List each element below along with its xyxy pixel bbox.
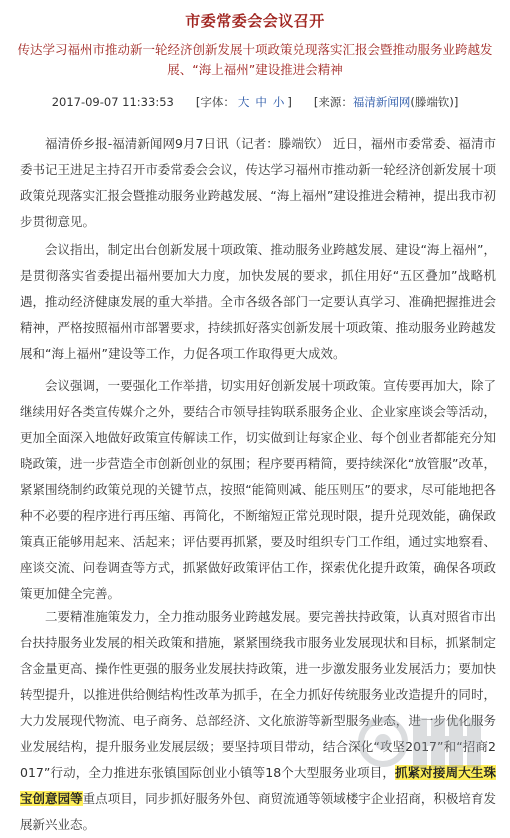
article-subtitle: 传达学习福州市推动新一轮经济创新发展十项政策兑现落实汇报会暨推动服务业跨越发展、“海上福州”建设推进会精神: [17, 42, 493, 77]
paragraph-2: 会议指出，制定出台创新发展十项政策、推动服务业跨越发展、建设“海上福州”，是贯彻落实省委提出福州要加大力度，加快发展的要求，抓住用好“五区叠加”战略机遇，推动经济健康发展的重大举措。全市各级各部门一定要认真学习、准确把握推进会精神，严格按照福州市部署要求，持续抓好落实创新发展十项政策、推动服务业跨越发展和“海上福州”建设等工作，力促各项工作取得更大成效。: [20, 242, 496, 361]
paragraph-4-text-b: 重点项目，同步抓好服务外包、商贸流通等领域楼宇企业招商，积极培育发展新兴业态。: [20, 791, 496, 832]
author-name: (滕端钦): [410, 95, 454, 109]
highlighted-text: 抓紧对接周大生珠宝创意园等: [20, 765, 496, 806]
font-size-close: ]: [287, 95, 292, 109]
font-size-large-link[interactable]: 大: [237, 95, 250, 109]
font-size-medium-link[interactable]: 中: [255, 95, 267, 109]
source-close: ]: [453, 95, 459, 109]
font-size-small-link[interactable]: 小: [272, 95, 285, 109]
paragraph-3: 会议强调，一要强化工作举措，切实用好创新发展十项政策。宣传要再加大，除了继续用好各类宣传媒介之外，要结合市领导挂钩联系服务企业、企业家座谈会等活动，更加全面深入地做好政策宣传解读工作，切实做到让每家企业、每个创业者都能充分知晓政策，进一步营造全市创新创业的氛围；程序要再精简，要持续深化“放管服”改革，紧紧围绕制约政策兑现的关键节点，按照“能简则减、能压则压”的要求，尽可能地把各种不必要的程序进行再压缩、再简化，不断缩短正常兑现时限，提升兑现效能，确保政策真正能够用起来、活起来；评估要再抓紧，要及时组织专门工作组，通过实地察看、座谈交流、问卷调查等方式，抓紧做好政策评估工作，探索优化提升政策，确保各项政策更加健全完善。: [20, 378, 496, 601]
font-size-label: [字体：: [195, 95, 235, 109]
paragraph-4: [20, 604, 496, 838]
article-meta: [0, 94, 510, 110]
article-title: 市委常委会会议召开: [185, 12, 325, 30]
source-label: [来源：: [313, 95, 353, 109]
paragraph-1: 福清侨乡报-福清新闻网9月7日讯（记者：滕端钦） 近日，福州市委常委、福清市委书记王进足主持召开市委常委会会议，传达学习福州市推动新一轮经济创新发展十项政策兑现落实汇报会暨推动服务业跨越发展、“海上福州”建设推进会精神，提出我市初步贯彻意见。: [20, 136, 496, 229]
source-link[interactable]: 福清新闻网: [352, 95, 411, 109]
publish-datetime: 2017-09-07 11:33:53: [51, 95, 174, 109]
paragraph-4-text-a: 二要精准施策发力，全力推动服务业跨越发展。要完善扶持政策，认真对照省市出台扶持服务业发展的相关政策和措施，紧紧围绕我市服务业发展现状和目标，抓紧制定含金量更高、操作性更强的服务业发展扶持政策，进一步激发服务业发展活力；要加快转型提升，以推进供给侧结构性改革为抓手，在全力抓好传统服务业改造提升的同时，大力发展现代物流、电子商务、总部经济、文化旅游等新型服务业态，进一步优化服务业发展结构，提升服务业发展层级；要坚持项目带动，结合深化“攻坚2017”和“招商2017”行动，全力推进东张镇国际创业小镇等18个大型服务业项目，: [20, 609, 496, 780]
